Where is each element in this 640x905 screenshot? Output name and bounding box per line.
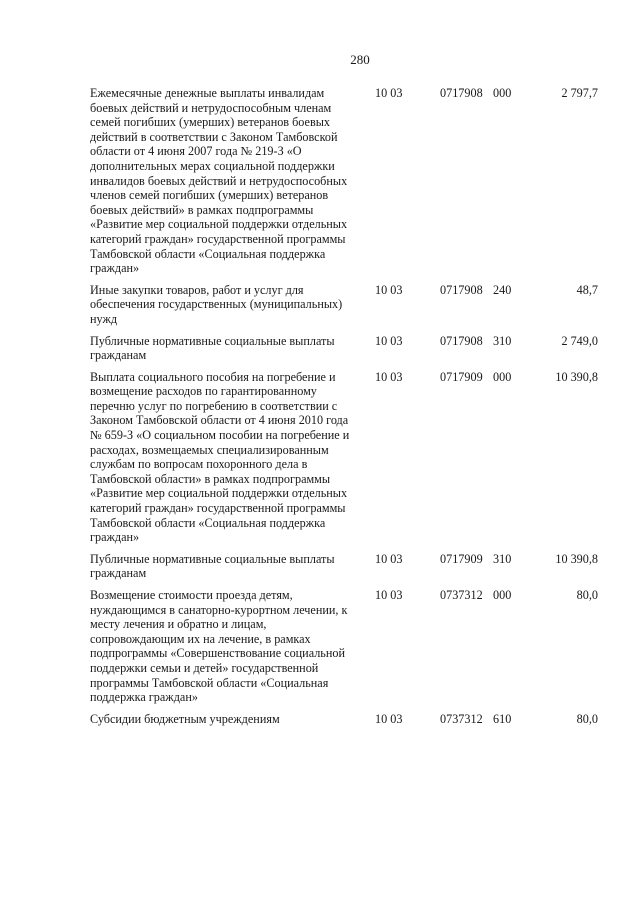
amount: 80,0 bbox=[576, 711, 598, 726]
amount: 48,7 bbox=[576, 282, 598, 297]
table-row bbox=[90, 283, 598, 327]
target-article-code: 0717909 bbox=[440, 369, 483, 384]
row-description: Иные закупки товаров, работ и услуг для обеспечения государственных (муниципальных) нужд bbox=[90, 282, 343, 326]
target-article-code: 0717909 bbox=[440, 551, 483, 566]
expense-type-code: 240 bbox=[493, 282, 512, 297]
expense-type-code: 000 bbox=[493, 588, 512, 602]
expense-type-code: 610 bbox=[493, 711, 512, 726]
table-row bbox=[90, 712, 598, 727]
amount: 2 749,0 bbox=[561, 333, 598, 348]
amount: 80,0 bbox=[576, 588, 598, 602]
section-code: 10 03 bbox=[375, 711, 403, 726]
amount: 10 390,8 bbox=[555, 369, 598, 384]
row-description: Публичные нормативные социальные выплаты гражданам bbox=[90, 551, 335, 581]
expense-type-code: 310 bbox=[493, 551, 512, 566]
section-code: 10 03 bbox=[375, 282, 403, 297]
table-row bbox=[90, 370, 598, 545]
row-description: Публичные нормативные социальные выплаты гражданам bbox=[90, 333, 335, 363]
target-article-code: 0737312 bbox=[440, 711, 483, 726]
target-article-code: 0717908 bbox=[440, 282, 483, 297]
section-code: 10 03 bbox=[375, 333, 403, 348]
target-article-code: 0717908 bbox=[440, 86, 483, 100]
expense-type-code: 310 bbox=[493, 333, 512, 348]
amount: 2 797,7 bbox=[561, 86, 598, 100]
section-code: 10 03 bbox=[375, 551, 403, 566]
row-description: Ежемесячные денежные выплаты инвалидам боевых действий и нетрудоспособным членам семей погибших (умерших) ветеранов боевых действий в соответствии с Законом Тамбовской области от 4 июня 2007 года № 219-З «О дополнительных мерах социальной поддержки инвалидов боевых действий и нетрудоспособных членов семей погибших (умерших) ветеранов боевых действий» в рамках подпрограммы «Развитие мер социальной поддержки отдельных категорий граждан» государственной программы Тамбовской области «Социальная поддержка граждан» bbox=[90, 86, 348, 276]
target-article-code: 0737312 bbox=[440, 588, 483, 602]
section-code: 10 03 bbox=[375, 588, 403, 602]
table-row bbox=[90, 552, 598, 581]
section-code: 10 03 bbox=[375, 86, 403, 100]
target-article-code: 0717908 bbox=[440, 333, 483, 348]
expense-type-code: 000 bbox=[493, 369, 512, 384]
row-description: Возмещение стоимости проезда детям, нуждающимся в санаторно-курортном лечении, к месту лечения и обратно и лицам, сопровождающим их на лечение, в рамках подпрограммы «Совершенствование социальной поддержки семьи и детей» государственной программы Тамбовской области «Социальная поддержка граждан» bbox=[90, 588, 348, 705]
table-row bbox=[90, 86, 598, 276]
page-number: 280 bbox=[350, 52, 370, 67]
expense-type-code: 000 bbox=[493, 86, 512, 100]
section-code: 10 03 bbox=[375, 369, 403, 384]
budget-table bbox=[90, 86, 598, 733]
amount: 10 390,8 bbox=[555, 551, 598, 566]
table-row bbox=[90, 334, 598, 363]
table-row bbox=[90, 588, 598, 705]
row-description: Выплата социального пособия на погребение и возмещение расходов по гарантированному перечню услуг по погребению в соответствии с Законом Тамбовской области от 4 июня 2010 года № 659-З «О социальном пособии на погребение и расходах, возмещаемых специализированным службам по вопросам похоронного дела в Тамбовской области» в рамках подпрограммы «Развитие мер социальной поддержки отдельных категорий граждан» государственной программы Тамбовской области «Социальная поддержка граждан» bbox=[90, 369, 350, 545]
row-description: Субсидии бюджетным учреждениям bbox=[90, 711, 280, 726]
